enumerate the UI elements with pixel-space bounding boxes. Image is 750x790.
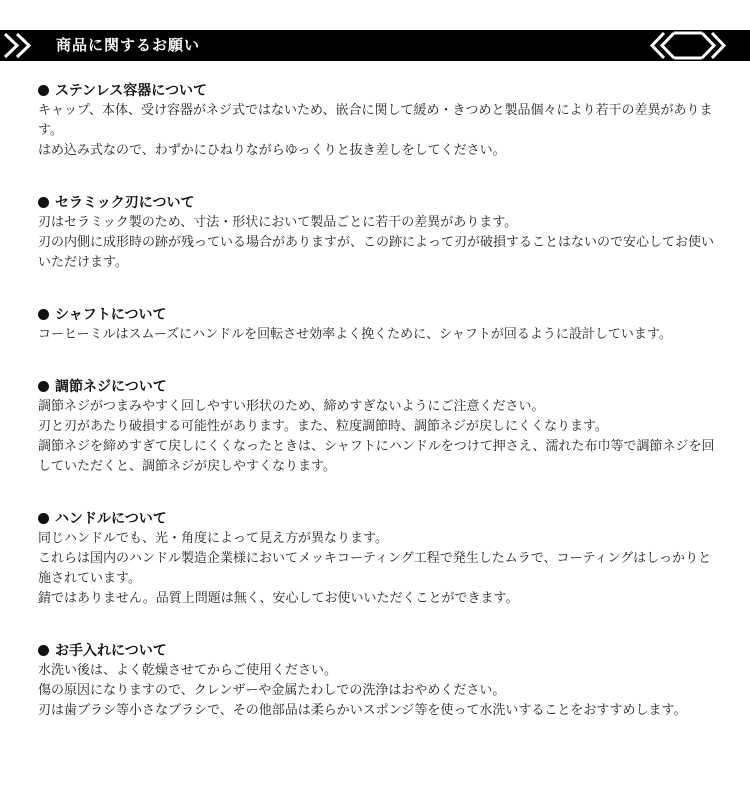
notice-content bbox=[38, 81, 718, 753]
paragraph: 調節ネジがつまみやすく回しやすい形状のため、締めすぎないようにご注意ください。 bbox=[38, 399, 545, 414]
paragraph: これらは国内のハンドル製造企業様においてメッキコーティング工程で発生したムラで、コーティングはしっかりと施されています。 bbox=[38, 551, 712, 586]
section-maintenance bbox=[38, 641, 718, 721]
paragraph: 錆ではありません。品質上問題は無く、安心してお使いいただくことができます。 bbox=[38, 591, 519, 606]
section-title bbox=[38, 305, 718, 325]
paragraph: 調節ネジを締めすぎて戻しにくくなったときは、シャフトにハンドルをつけて押さえ、濡れた布巾等で調節ネジを回していただくと、調節ネジが戻しやすくなります。 bbox=[38, 439, 715, 474]
paragraph: 刃は歯ブラシ等小さなブラシで、その他部品は柔らかいスポンジ等を使って水洗いすることをおすすめします。 bbox=[38, 703, 687, 718]
paragraph: 刃の内側に成形時の跡が残っている場合がありますが、この跡によって刃が破損することはないので安心してお使いいただけます。 bbox=[38, 235, 715, 270]
paragraph: 刃はセラミック製のため、寸法・形状において製品ごとに若干の差異があります。 bbox=[38, 215, 518, 230]
section-title bbox=[38, 377, 718, 397]
section-ceramic-blade bbox=[38, 193, 718, 273]
paragraph: はめ込み式なので、わずかにひねりながらゆっくりと抜き差しをしてください。 bbox=[38, 143, 506, 158]
bullet-icon bbox=[38, 197, 49, 208]
diamond-chevrons-icon bbox=[646, 30, 730, 61]
section-title-text: 調節ネジについて bbox=[55, 379, 167, 395]
section-title-text: セラミック刃について bbox=[55, 195, 195, 211]
section-title-text: ハンドルについて bbox=[55, 511, 167, 527]
section-title-text: お手入れについて bbox=[55, 643, 167, 659]
section-title-text: シャフトについて bbox=[55, 307, 167, 323]
paragraph: コーヒーミルはスムーズにハンドルを回転させ効率よく挽くために、シャフトが回るように設計しています。 bbox=[38, 327, 672, 342]
paragraph: キャップ、本体、受け容器がネジ式ではないため、嵌合に関して緩め・きつめと製品個々により若干の差異があります。 bbox=[38, 103, 713, 138]
section-stainless-container bbox=[38, 81, 718, 161]
paragraph: 同じハンドルでも、光・角度によって見え方が異なります。 bbox=[38, 531, 388, 546]
paragraph: 傷の原因になりますので、クレンザーや金属たわしでの洗浄はおやめください。 bbox=[38, 683, 506, 698]
section-handle bbox=[38, 509, 718, 609]
section-shaft bbox=[38, 305, 718, 345]
bullet-icon bbox=[38, 645, 49, 656]
section-header-bar bbox=[0, 30, 750, 61]
section-adjustment-screw bbox=[38, 377, 718, 477]
double-chevron-right-icon bbox=[2, 30, 42, 61]
section-title bbox=[38, 509, 718, 529]
header-title: 商品に関するお願い bbox=[56, 36, 201, 54]
bullet-icon bbox=[38, 85, 49, 96]
paragraph: 水洗い後は、よく乾燥させてからご使用ください。 bbox=[38, 663, 338, 678]
section-title bbox=[38, 641, 718, 661]
section-title-text: ステンレス容器について bbox=[55, 83, 207, 99]
section-title bbox=[38, 81, 718, 101]
bullet-icon bbox=[38, 513, 49, 524]
paragraph: 刃と刃があたり破損する可能性があります。また、粒度調節時、調節ネジが戻しにくくなります。 bbox=[38, 419, 608, 434]
bullet-icon bbox=[38, 309, 49, 320]
bullet-icon bbox=[38, 381, 49, 392]
section-title bbox=[38, 193, 718, 213]
